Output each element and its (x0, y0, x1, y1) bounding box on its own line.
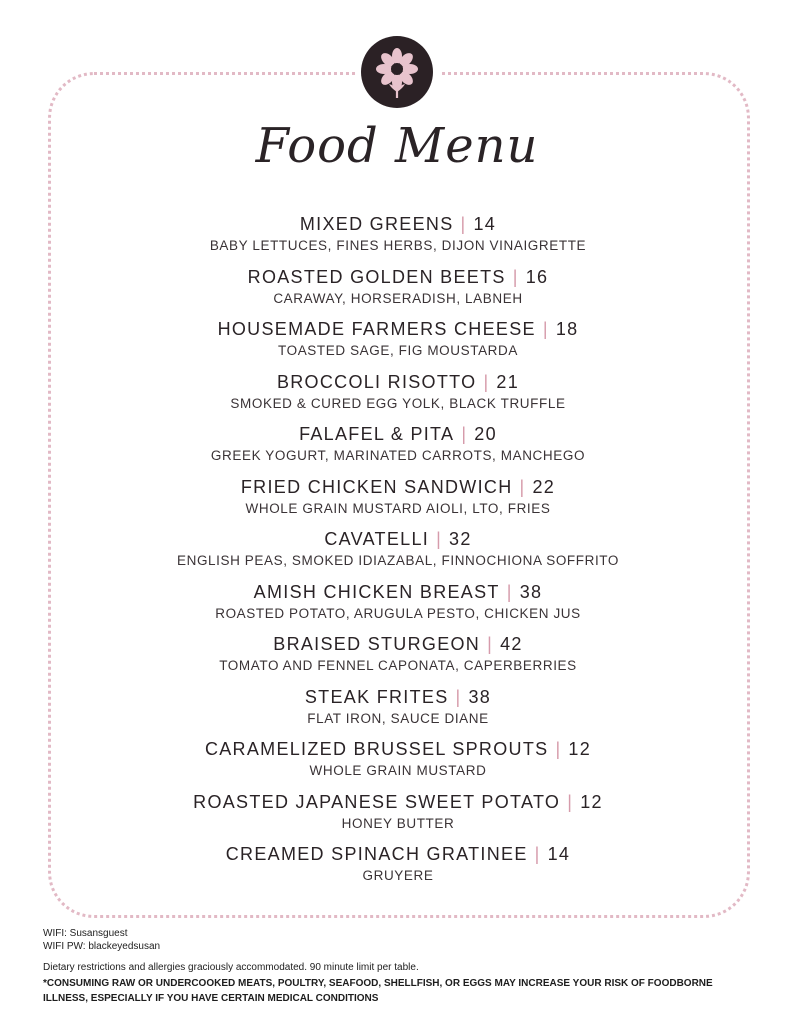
menu-item-price: 38 (519, 581, 543, 602)
menu-item-name: HOUSEMADE FARMERS CHEESE (217, 319, 536, 339)
price-separator: | (506, 581, 513, 602)
menu-item-price: 18 (555, 319, 579, 339)
price-separator: | (542, 319, 549, 339)
dietary-note: Dietary restrictions and allergies graciously accommodated. 90 minute limit per table. (43, 962, 419, 973)
price-separator: | (487, 634, 494, 654)
menu-item-description: SMOKED & CURED EGG YOLK, BLACK TRUFFLE (230, 395, 566, 411)
menu-item (210, 212, 586, 265)
menu-item (226, 842, 571, 895)
menu-item-price: 22 (532, 476, 556, 497)
menu-item-price: 42 (500, 634, 523, 654)
menu-item-heading (305, 685, 491, 709)
menu-item-heading (218, 317, 579, 341)
daisy-flower-icon (361, 36, 433, 108)
menu-item-name: CAVATELLI (324, 529, 430, 549)
menu-item-name: MIXED GREENS (299, 214, 454, 234)
menu-item-description: ENGLISH PEAS, SMOKED IDIAZABAL, FINNOCHIONA SOFFRITO (176, 553, 620, 568)
menu-item (248, 265, 549, 318)
menu-list (60, 212, 736, 895)
price-separator: | (555, 739, 562, 759)
price-separator: | (461, 424, 468, 444)
menu-item-description: ROASTED POTATO, ARUGULA PESTO, CHICKEN JUS (215, 605, 581, 621)
menu-item (305, 685, 491, 738)
menu-item-description: WHOLE GRAIN MUSTARD (309, 763, 487, 778)
menu-item-heading (248, 265, 549, 289)
menu-item-heading (215, 580, 581, 604)
menu-item-name: AMISH CHICKEN BREAST (253, 581, 500, 602)
menu-item (205, 737, 591, 790)
menu-item-description: GRUYERE (362, 868, 434, 883)
price-separator: | (436, 529, 443, 549)
menu-item (177, 527, 619, 580)
menu-item-name: BRAISED STURGEON (273, 634, 481, 654)
menu-item-price: 16 (525, 266, 549, 287)
food-warning-line1: *CONSUMING RAW OR UNDERCOOKED MEATS, POULTRY, SEAFOOD, SHELLFISH, OR EGGS MAY INCREASE YOUR RISK OF FOODBORNE (43, 977, 713, 989)
menu-item-name: BROCCOLI RISOTTO (276, 371, 477, 392)
menu-item-price: 12 (568, 739, 592, 759)
menu-item (211, 422, 585, 475)
menu-item-description: HONEY BUTTER (341, 815, 455, 831)
menu-item-heading (193, 790, 603, 814)
menu-item-price: 32 (449, 529, 472, 549)
price-separator: | (519, 476, 526, 497)
menu-item-name: FALAFEL & PITA (299, 424, 455, 444)
menu-item-description: CARAWAY, HORSERADISH, LABNEH (273, 290, 523, 306)
menu-item (215, 580, 581, 633)
menu-item-price: 21 (496, 371, 520, 392)
menu-item-name: FRIED CHICKEN SANDWICH (240, 476, 513, 497)
menu-item (241, 475, 555, 528)
menu-item-heading (211, 422, 585, 446)
price-separator: | (483, 371, 490, 392)
menu-item (218, 317, 579, 370)
menu-item-price: 12 (580, 791, 603, 812)
price-separator: | (455, 686, 462, 707)
menu-item-heading (226, 842, 571, 866)
menu-item-description: TOASTED SAGE, FIG MOUSTARDA (278, 343, 518, 358)
wifi-name: WIFI: Susansguest (43, 928, 128, 939)
menu-item-name: ROASTED GOLDEN BEETS (247, 266, 506, 287)
menu-item-heading (210, 212, 586, 236)
menu-item-heading (241, 475, 555, 499)
menu-item-heading (230, 370, 565, 394)
menu-item (219, 632, 577, 685)
menu-item-heading (219, 632, 577, 656)
menu-item-description: FLAT IRON, SAUCE DIANE (307, 710, 489, 726)
food-warning-line2: ILLNESS, ESPECIALLY IF YOU HAVE CERTAIN MEDICAL CONDITIONS (43, 993, 379, 1004)
menu-item-price: 14 (547, 844, 571, 864)
menu-item-description: WHOLE GRAIN MUSTARD AIOLI, LTO, FRIES (245, 500, 551, 516)
price-separator: | (512, 266, 519, 287)
menu-item (230, 370, 565, 423)
menu-item-description: TOMATO AND FENNEL CAPONATA, CAPERBERRIES (219, 658, 577, 673)
menu-item-heading (177, 527, 619, 551)
footer-notes (43, 928, 763, 1006)
page-title: Food Menu (255, 118, 539, 174)
menu-item-description: GREEK YOGURT, MARINATED CARROTS, MANCHEGO (210, 448, 586, 463)
logo-badge (355, 30, 439, 114)
menu-item-price: 14 (473, 214, 497, 234)
menu-item-heading (205, 737, 591, 761)
price-separator: | (567, 791, 574, 812)
menu-item-name: CARAMELIZED BRUSSEL SPROUTS (204, 739, 549, 759)
menu-item-name: CREAMED SPINACH GRATINEE (225, 844, 528, 864)
menu-item-name: ROASTED JAPANESE SWEET POTATO (193, 791, 561, 812)
price-separator: | (460, 214, 467, 234)
price-separator: | (534, 844, 541, 864)
menu-item-price: 38 (468, 686, 492, 707)
wifi-password: WIFI PW: blackeyedsusan (43, 940, 161, 952)
menu-item-price: 20 (474, 424, 497, 444)
menu-item-name: STEAK FRITES (304, 686, 449, 707)
menu-item (193, 790, 603, 843)
menu-item-description: BABY LETTUCES, FINES HERBS, DIJON VINAIGRETTE (209, 238, 587, 253)
